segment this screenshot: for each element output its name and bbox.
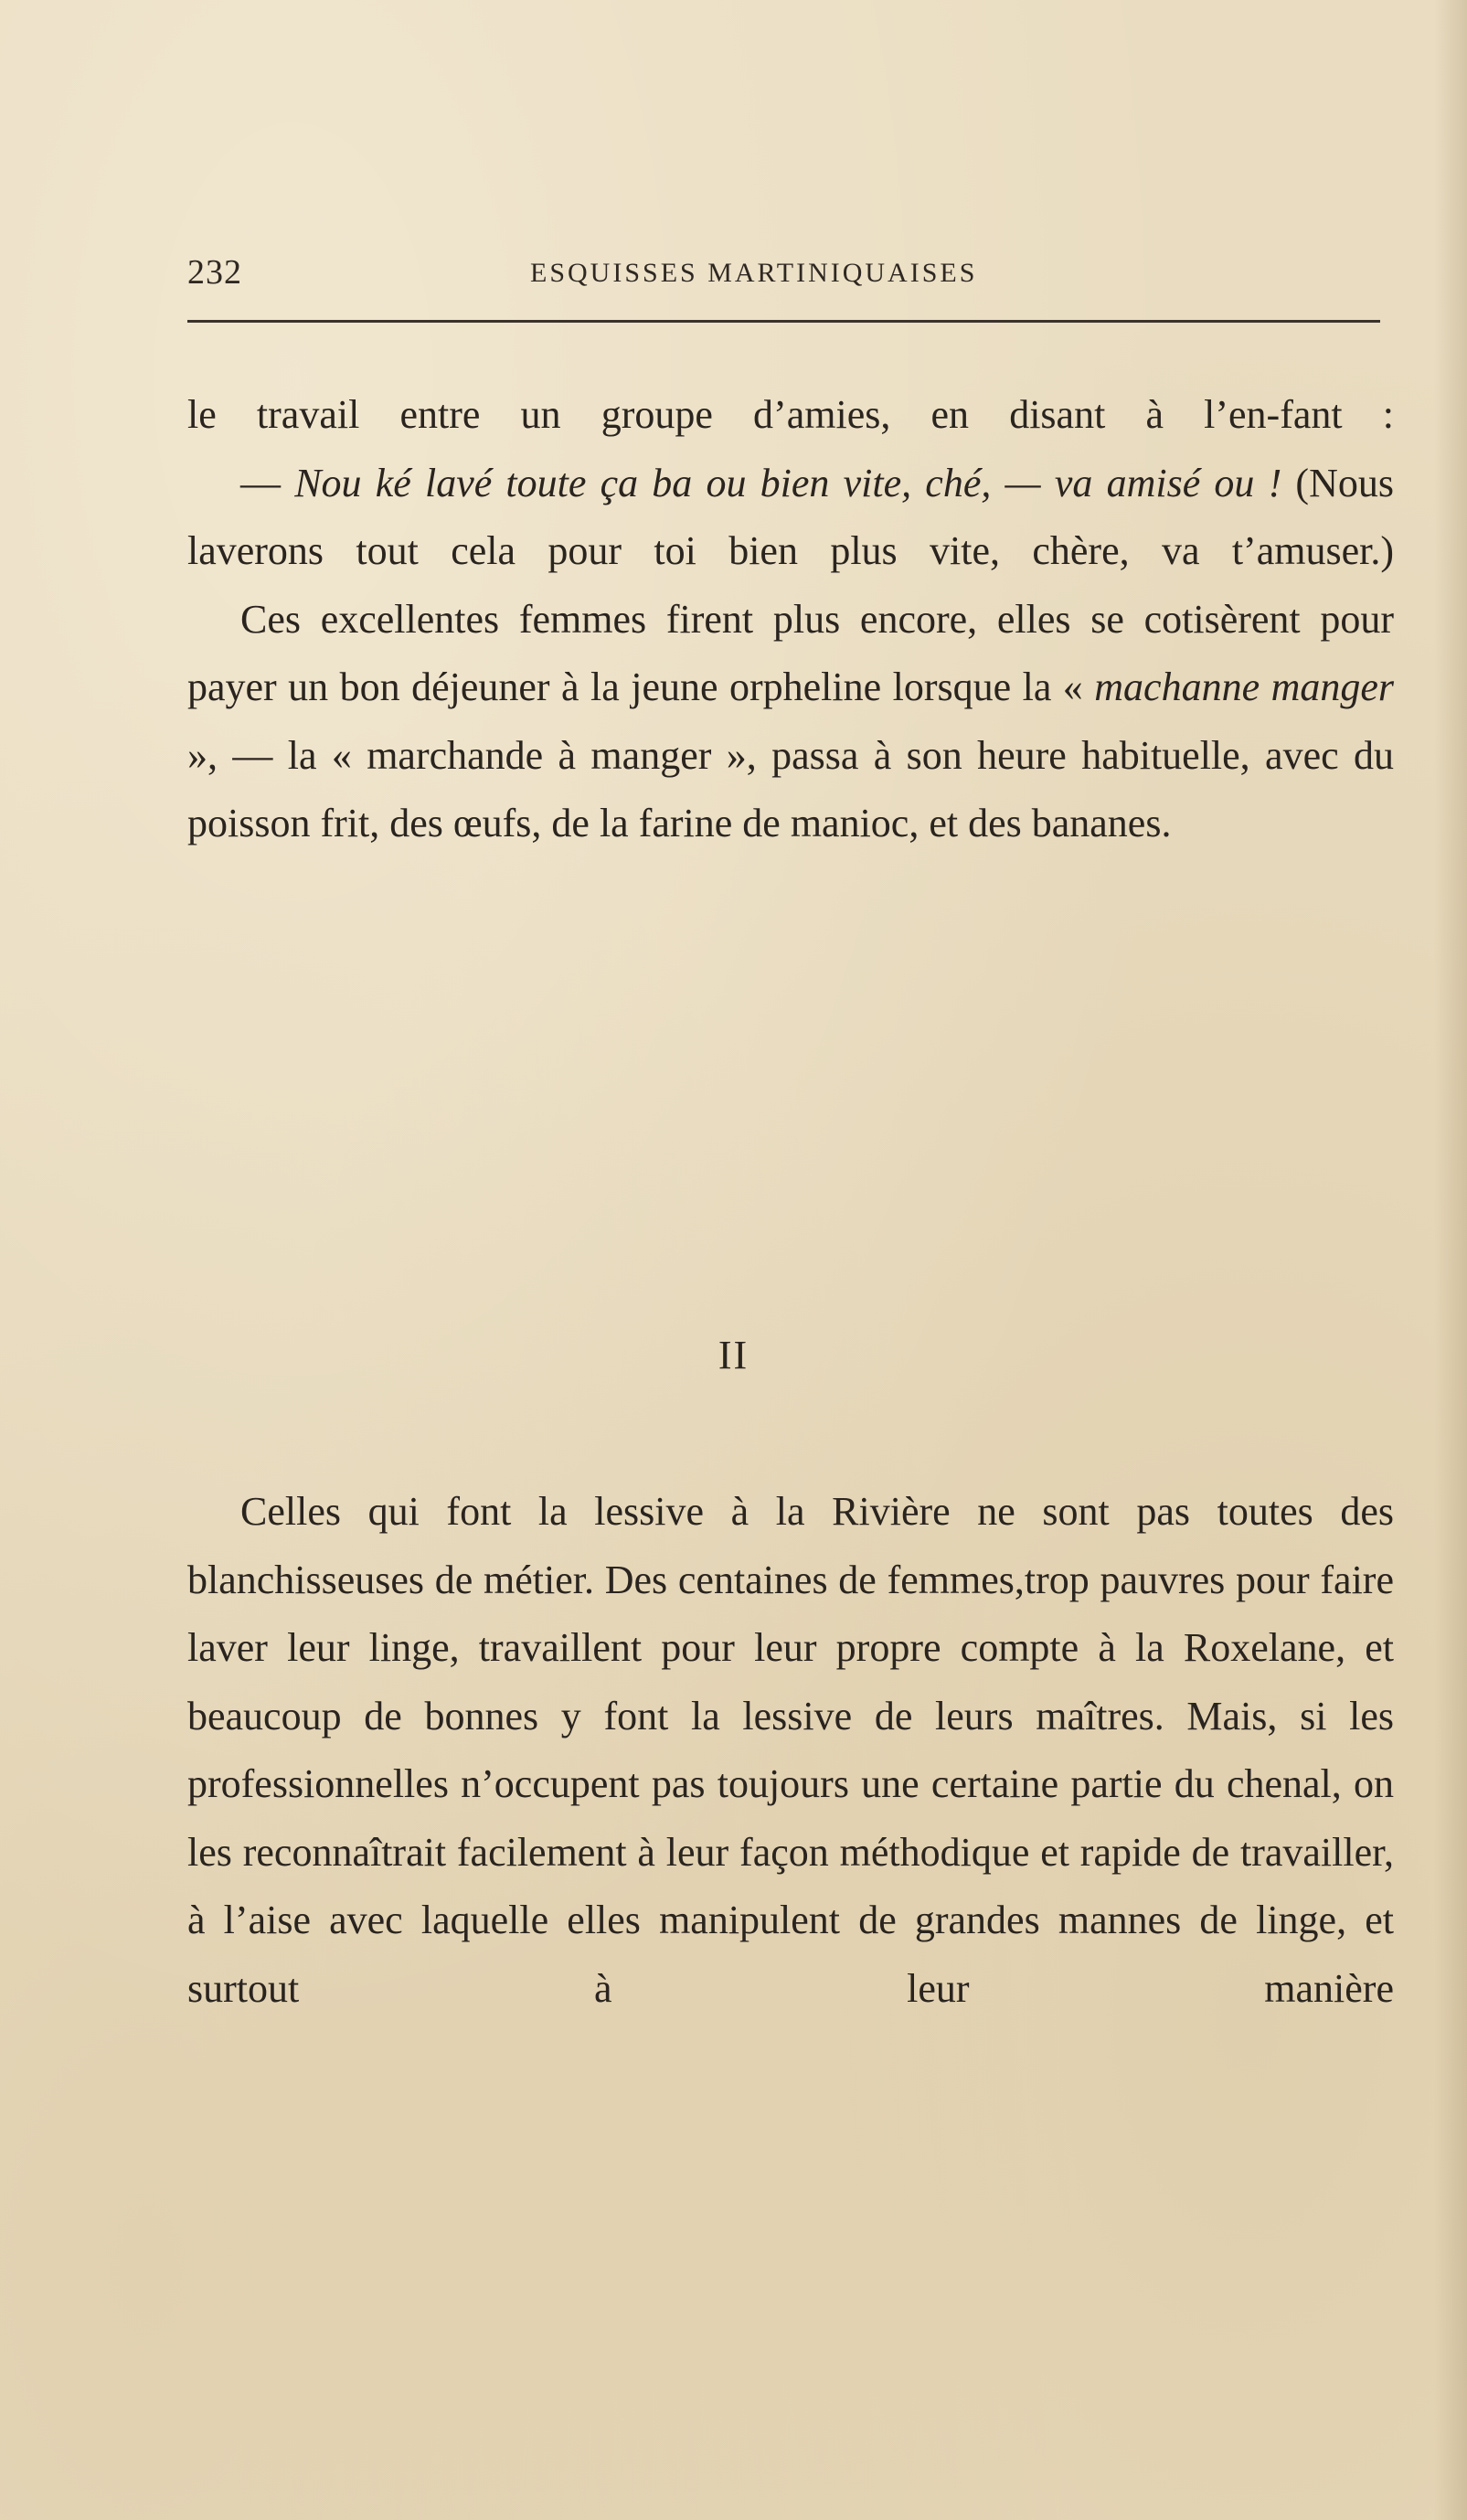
text-block-1 [187,381,1394,858]
paragraph-4: Celles qui font la lessive à la Rivière ne sont pas toutes des blanchisseuses de métier. Des centaines de femmes,trop pauvres pour faire laver leur linge, travaillent pour leur propre compte à la Roxelane, et beaucoup de bonnes y font la lessive de leurs maîtres. Mais, si les professionnelles n’occupent pas toujours une certaine partie du chenal, on les reconnaîtrait facilement à leur façon méthodique et rapide de travailler, à l’aise avec laquelle elles manipulent de grandes mannes de linge, et surtout à leur manière [187,1489,1394,2011]
page-header [187,252,1380,298]
paragraph-3-start: Ces excellentes femmes firent plus encore, elles se cotisèrent pour payer un bon déjeuner à la jeune orpheline lorsque la « [187,596,1394,709]
paragraph-2 [187,450,1394,586]
dash: — [240,460,295,505]
section-heading: II [718,1333,749,1377]
page-edge [1434,0,1467,2520]
header-rule [187,320,1380,323]
translation: (Nous laverons tout cela pour toi bien plus vite, chère, va t’amuser.) [187,460,1394,573]
creole-quote: Nou ké lavé toute ça ba ou bien vite, ché, — va amisé ou ! [294,460,1282,505]
text-block-2 [187,1478,1394,2023]
running-title: ESQUISSES MARTINIQUAISES [530,258,978,288]
paragraph-1: le travail entre un groupe d’amies, en disant à l’en-fant : [187,392,1394,437]
page-number: 232 [187,253,242,292]
paragraph-3 [187,586,1394,858]
creole-term: machanne manger [1094,665,1395,709]
paragraph-3-end: », — la « marchande à manger », passa à son heure habituelle, avec du poisson frit, des œufs, de la farine de manioc, et des bananes. [187,732,1394,845]
